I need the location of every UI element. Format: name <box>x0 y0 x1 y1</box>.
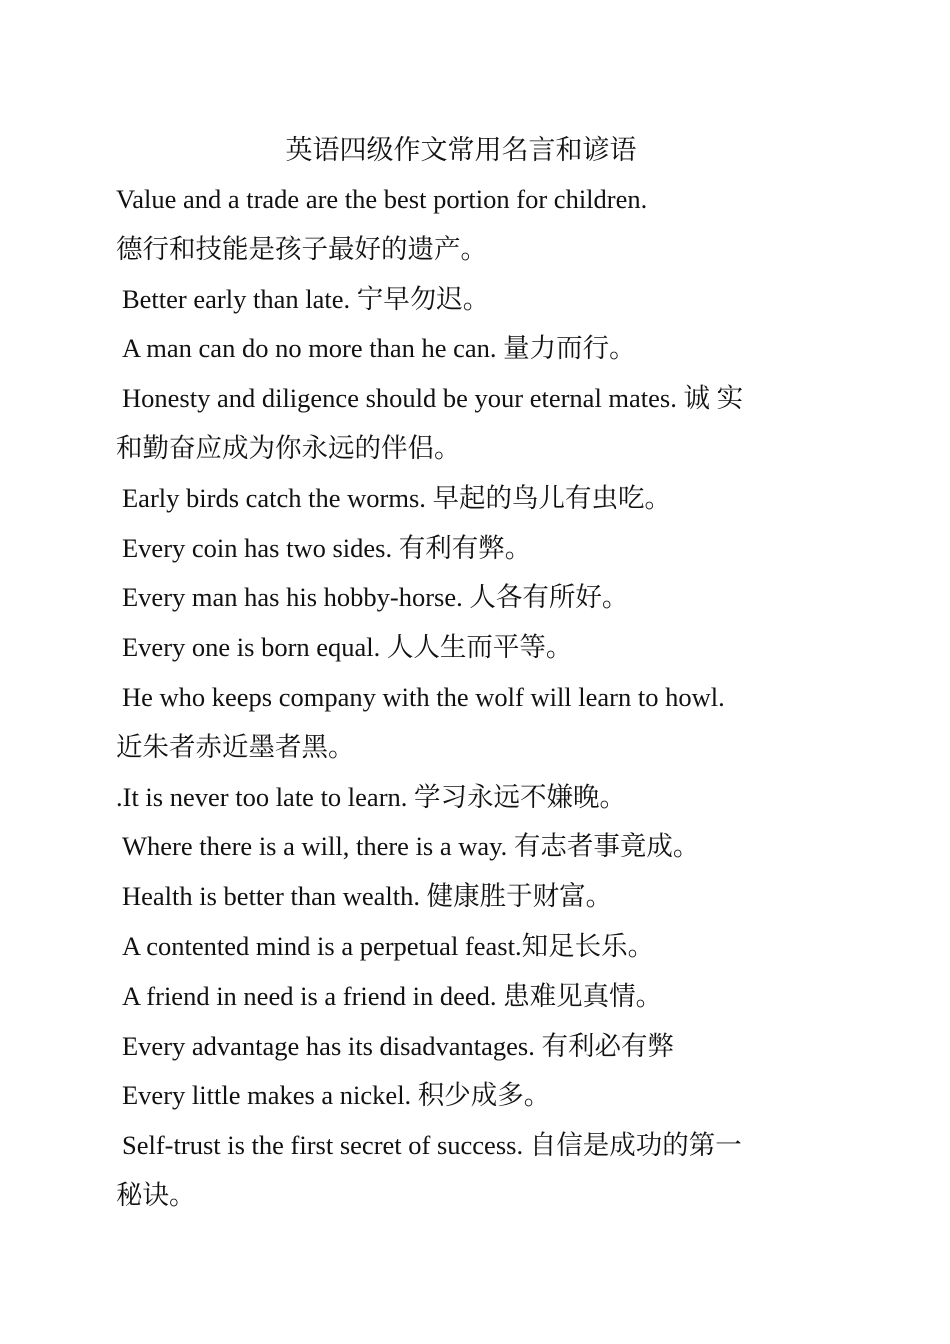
text-line: Every little makes a nickel. 积少成多。 <box>122 1080 551 1111</box>
text-line: A man can do no more than he can. 量力而行。 <box>122 333 636 364</box>
text-line: Value and a trade are the best portion for children. <box>116 184 648 214</box>
text-line: Early birds catch the worms. 早起的鸟儿有虫吃。 <box>122 482 672 513</box>
text-line: Self-trust is the first secret of success. 自信是成功的第一 <box>122 1130 742 1161</box>
text-line: Health is better than wealth. 健康胜于财富。 <box>122 881 613 912</box>
document-body <box>116 179 816 1225</box>
text-line: A friend in need is a friend in deed. 患难见真情。 <box>122 980 663 1011</box>
document-title: 英语四级作文常用名言和谚语 <box>285 135 637 165</box>
text-line: 和勤奋应成为你永远的伴侣。 <box>116 432 461 463</box>
text-line: Every one is born equal. 人人生而平等。 <box>122 632 573 663</box>
text-line: He who keeps company with the wolf will learn to howl. <box>122 681 725 712</box>
text-line: Every advantage has its disadvantages. 有利必有弊 <box>122 1030 674 1061</box>
text-line: 秘诀。 <box>116 1179 196 1210</box>
text-line: Every coin has two sides. 有利有弊。 <box>122 532 532 563</box>
text-line: A contented mind is a perpetual feast.知足长乐。 <box>122 930 655 961</box>
text-line: Every man has his hobby-horse. 人各有所好。 <box>122 582 629 613</box>
text-line: 德行和技能是孩子最好的遗产。 <box>116 233 487 264</box>
text-line: Where there is a will, there is a way. 有志者事竟成。 <box>122 831 700 862</box>
text-line: Better early than late. 宁早勿迟。 <box>122 283 490 314</box>
text-line: Honesty and diligence should be your eternal mates. 诚 实 <box>122 383 744 414</box>
text-line: 近朱者赤近墨者黑。 <box>116 731 355 762</box>
text-line: .It is never too late to learn. 学习永远不嫌晚。 <box>116 781 627 812</box>
